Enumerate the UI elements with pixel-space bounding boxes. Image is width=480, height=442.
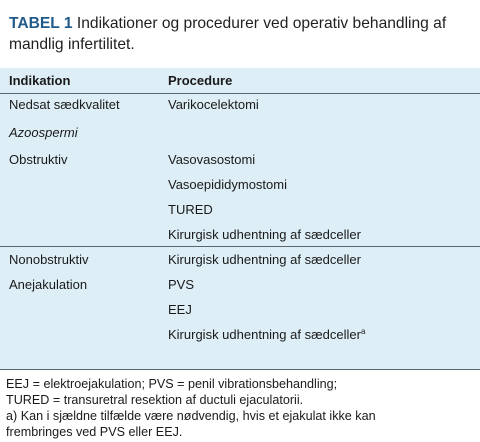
table-panel — [0, 68, 480, 369]
row-10-procedure-text: Kirurgisk udhentning af sædceller — [168, 327, 361, 342]
row-7-procedure: Kirurgisk udhentning af sædceller — [168, 252, 361, 267]
column-header-indication: Indikation — [9, 73, 71, 88]
row-4-procedure: Vasoepididymostomi — [168, 177, 287, 192]
table-caption — [9, 13, 474, 55]
row-8-procedure: PVS — [168, 277, 195, 292]
row-6-procedure: Kirurgisk udhentning af sædceller — [168, 227, 361, 242]
group-divider — [0, 246, 480, 247]
footnote-a-line-2: frembringes ved PVS eller EEJ. — [6, 425, 183, 439]
footnote-a-line-1: a) Kan i sjældne tilfælde være nødvendig, hvis et ejakulat ikke kan — [6, 409, 376, 423]
table-label: TABEL 1 — [9, 15, 73, 32]
row-1-procedure: Varikocelektomi — [168, 97, 259, 112]
row-3-indication: Obstruktiv — [9, 152, 68, 167]
row-10-procedure — [168, 327, 365, 342]
header-rule — [0, 93, 480, 94]
row-2-indication: Azoospermi — [9, 125, 78, 140]
column-header-procedure: Procedure — [168, 73, 233, 88]
table-bottom-rule — [0, 369, 480, 370]
footnote-abbrev-1: EEJ = elektroejakulation; PVS = penil vibrationsbehandling; — [6, 377, 338, 391]
row-1-indication: Nedsat sædkvalitet — [9, 97, 120, 112]
row-8-indication: Anejakulation — [9, 277, 88, 292]
table-title: Indikationer og procedurer ved operativ behandling af mandlig infertilitet. — [9, 15, 447, 53]
footnote-marker: a — [360, 327, 366, 336]
footnote-abbrev-2: TURED = transuretral resektion af ductuli ejaculatorii. — [6, 393, 304, 407]
row-5-procedure: TURED — [168, 202, 213, 217]
row-9-procedure: EEJ — [168, 302, 192, 317]
row-7-indication: Nonobstruktiv — [9, 252, 89, 267]
row-3-procedure: Vasovasostomi — [168, 152, 256, 167]
